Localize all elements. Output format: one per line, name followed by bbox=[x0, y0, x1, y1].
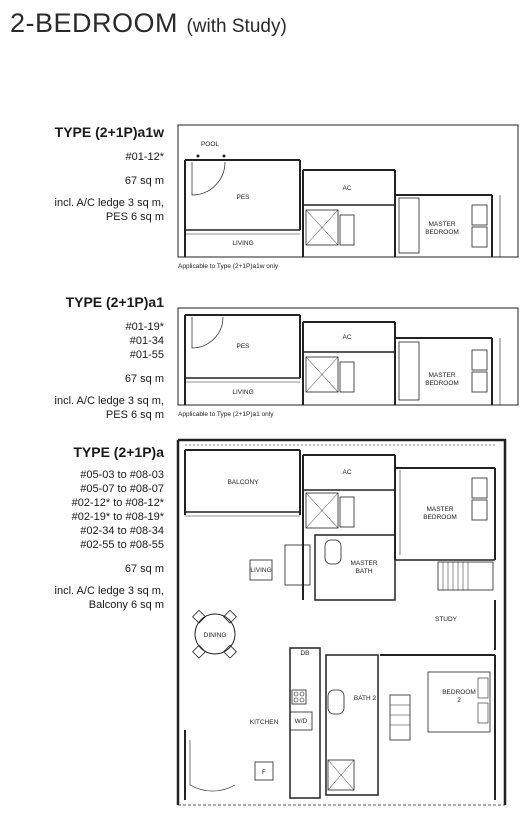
unit-range: #01-19* bbox=[125, 321, 164, 333]
ac-label: AC bbox=[342, 185, 352, 192]
master-bedroom-label-1: MASTER bbox=[428, 221, 456, 228]
master-bath-label-1: MASTER bbox=[350, 560, 378, 567]
balcony-label: BALCONY bbox=[227, 479, 259, 486]
living-label: LIVING bbox=[250, 567, 272, 574]
unit-range: #01-55 bbox=[129, 349, 164, 361]
pes-label: PES bbox=[236, 194, 250, 201]
unit-area: 67 sq m bbox=[124, 175, 164, 187]
title-main: 2-BEDROOM bbox=[10, 8, 179, 38]
master-bedroom-label-2: BEDROOM bbox=[423, 514, 457, 521]
study-label: STUDY bbox=[434, 616, 458, 623]
unit-range: #01-12* bbox=[125, 151, 164, 163]
ac-label: AC bbox=[342, 334, 352, 341]
unit-range: #05-03 to #08-03 bbox=[80, 469, 164, 481]
master-bedroom-label-1: MASTER bbox=[426, 506, 454, 513]
unit-range: #02-55 to #08-55 bbox=[80, 539, 164, 551]
pes-label: PES bbox=[236, 343, 250, 350]
unit-range: #02-34 to #08-34 bbox=[80, 525, 164, 537]
plan-a bbox=[178, 440, 505, 805]
area-inclusion: incl. A/C ledge 3 sq m, bbox=[54, 197, 164, 209]
area-inclusion: Balcony 6 sq m bbox=[88, 599, 164, 611]
living-label: LIVING bbox=[232, 389, 254, 396]
plan-a1 bbox=[178, 308, 518, 418]
bedroom2-label-2: 2 bbox=[457, 697, 461, 704]
type-name: TYPE (2+1P)a bbox=[73, 444, 164, 460]
fridge-label: F bbox=[262, 769, 266, 776]
bath2-label: BATH 2 bbox=[353, 695, 377, 702]
pool-label: POOL bbox=[200, 141, 220, 148]
unit-range: #02-19* to #08-19* bbox=[71, 511, 164, 523]
area-inclusion: PES 6 sq m bbox=[105, 409, 164, 421]
master-bedroom-label-1: MASTER bbox=[428, 372, 456, 379]
master-bedroom-label-2: BEDROOM bbox=[425, 229, 459, 236]
wd-label: W/D bbox=[294, 718, 308, 725]
unit-area: 67 sq m bbox=[124, 563, 164, 575]
applicability-note: Applicable to Type (2+1P)a1w only bbox=[178, 263, 279, 270]
dining-label: DINING bbox=[203, 632, 227, 639]
type-name: TYPE (2+1P)a1 bbox=[65, 294, 164, 310]
master-bedroom-label-2: BEDROOM bbox=[425, 380, 459, 387]
ac-label: AC bbox=[342, 469, 352, 476]
unit-range: #05-07 to #08-07 bbox=[80, 483, 164, 495]
plan-a1w bbox=[178, 125, 518, 270]
title-sub: (with Study) bbox=[186, 16, 287, 37]
applicability-note: Applicable to Type (2+1P)a1 only bbox=[178, 411, 274, 418]
bedroom2-label-1: BEDROOM bbox=[442, 689, 476, 696]
master-bath-label-2: BATH bbox=[355, 568, 373, 575]
type-name: TYPE (2+1P)a1w bbox=[54, 124, 164, 140]
area-inclusion: incl. A/C ledge 3 sq m, bbox=[54, 395, 164, 407]
area-inclusion: PES 6 sq m bbox=[105, 211, 164, 223]
kitchen-label: KITCHEN bbox=[249, 719, 279, 726]
unit-range: #02-12* to #08-12* bbox=[71, 497, 164, 509]
db-label: DB bbox=[300, 650, 310, 657]
unit-range: #01-34 bbox=[129, 335, 164, 347]
unit-area: 67 sq m bbox=[124, 373, 164, 385]
area-inclusion: incl. A/C ledge 3 sq m, bbox=[54, 585, 164, 597]
living-label: LIVING bbox=[232, 240, 254, 247]
